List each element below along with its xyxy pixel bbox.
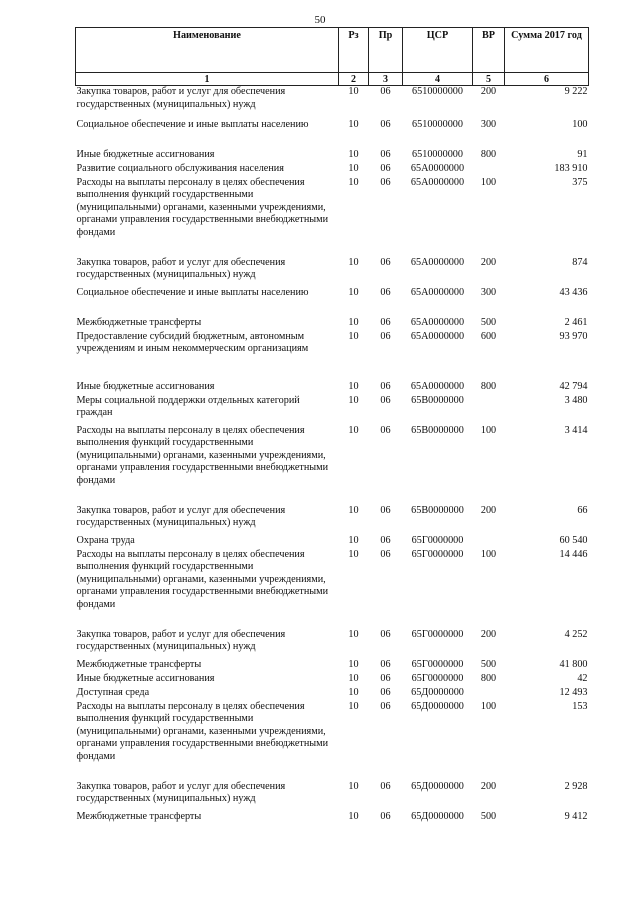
row-name: Расходы на выплаты персоналу в целях обеспечения выполнения функций государственными (муниципальными) органами, казенными учреждениями, органами управления государственными внебюджетными фондами [76,176,329,238]
row-sum: 42 794 [559,380,588,392]
header-name: Наименование [76,28,339,73]
row-sum: 3 414 [564,424,588,436]
row-csr: 65А0000000 [410,316,465,328]
table-row [76,659,589,673]
row-pr: 06 [380,176,391,188]
table-row [76,673,589,687]
table-row [76,549,589,629]
row-sum: 153 [572,700,588,712]
row-rz: 10 [348,672,359,684]
row-rz: 10 [348,628,359,640]
row-sum: 183 910 [554,162,588,174]
row-rz: 10 [348,504,359,516]
table-body [76,86,589,825]
row-rz: 10 [348,148,359,160]
row-vr: 500 [480,810,497,822]
row-csr: 65Д0000000 [411,810,464,822]
row-vr: 100 [480,548,497,560]
header-row [76,28,589,73]
row-name: Закупка товаров, работ и услуг для обеспечения государственных (муниципальных) нужд [76,86,286,110]
row-rz: 10 [348,162,359,174]
row-sum: 100 [572,118,588,130]
row-name: Иные бюджетные ассигнования [76,148,215,160]
row-csr: 6510000000 [412,118,463,130]
row-sum: 4 252 [564,628,588,640]
table-row [76,811,589,825]
row-rz: 10 [348,658,359,670]
row-vr: 300 [480,286,497,298]
row-sum: 9 222 [564,86,588,97]
row-sum: 12 493 [559,686,588,698]
column-number: 3 [369,73,403,86]
row-pr: 06 [380,424,391,436]
table-row [76,331,589,381]
row-csr: 65Г0000000 [411,658,464,670]
budget-table [75,27,589,825]
row-rz: 10 [348,424,359,436]
table-row [76,687,589,701]
row-pr: 06 [380,700,391,712]
column-number: 2 [339,73,369,86]
header-vr: ВР [473,28,505,73]
row-name: Расходы на выплаты персоналу в целях обеспечения выполнения функций государственными (муниципальными) органами, казенными учреждениями, органами управления государственными внебюджетными фондами [76,548,329,610]
row-sum: 93 970 [559,330,588,342]
row-vr [473,395,505,425]
table-row [76,257,589,287]
row-name: Закупка товаров, работ и услуг для обеспечения государственных (муниципальных) нужд [76,780,286,804]
row-name: Расходы на выплаты персоналу в целях обеспечения выполнения функций государственными (муниципальными) органами, казенными учреждениями, органами управления государственными внебюджетными фондами [76,424,329,486]
row-sum: 43 436 [559,286,588,298]
row-vr: 800 [480,672,497,684]
row-rz: 10 [348,86,359,97]
row-csr: 65Д0000000 [411,700,464,712]
row-name: Расходы на выплаты персоналу в целях обеспечения выполнения функций государственными (муниципальными) органами, казенными учреждениями, органами управления государственными внебюджетными фондами [76,700,329,762]
row-csr: 65А0000000 [410,330,465,342]
row-name: Меры социальной поддержки отдельных категорий граждан [76,394,300,418]
row-name: Социальное обеспечение и иные выплаты населению [76,118,309,130]
column-number: 5 [473,73,505,86]
row-rz: 10 [348,380,359,392]
row-vr: 600 [480,330,497,342]
row-vr: 500 [480,658,497,670]
row-vr: 100 [480,176,497,188]
row-sum: 41 800 [559,658,588,670]
row-pr: 06 [380,780,391,792]
row-csr: 65Г0000000 [411,672,464,684]
row-rz: 10 [348,316,359,328]
row-sum: 9 412 [564,810,588,822]
row-sum: 375 [572,176,588,188]
row-pr: 06 [380,118,391,130]
row-vr: 800 [480,148,497,160]
header-rz: Рз [339,28,369,73]
row-name: Социальное обеспечение и иные выплаты населению [76,286,309,298]
table-row [76,381,589,395]
row-rz: 10 [348,700,359,712]
row-csr: 65Г0000000 [411,628,464,640]
row-vr: 200 [480,86,497,97]
row-sum: 2 928 [564,780,588,792]
header-sum: Сумма 2017 год [505,28,589,73]
row-name: Закупка товаров, работ и услуг для обеспечения государственных (муниципальных) нужд [76,504,286,528]
table-row [76,177,589,257]
row-sum: 2 461 [564,316,588,328]
row-sum: 60 540 [559,534,588,546]
row-pr: 06 [380,504,391,516]
row-vr: 200 [480,780,497,792]
row-sum: 91 [577,148,588,160]
row-pr: 06 [380,672,391,684]
row-pr: 06 [380,162,391,174]
row-pr: 06 [380,534,391,546]
table-row [76,701,589,781]
row-rz: 10 [348,534,359,546]
row-sum: 874 [572,256,588,268]
table-row [76,163,589,177]
table-row [76,505,589,535]
row-name: Предоставление субсидий бюджетным, автономным учреждениям и иным некоммерческим организациям [76,330,309,354]
row-name: Иные бюджетные ассигнования [76,672,215,684]
row-name: Иные бюджетные ассигнования [76,380,215,392]
row-vr: 200 [480,504,497,516]
row-name: Межбюджетные трансферты [76,810,202,822]
row-csr: 65А0000000 [410,162,465,174]
row-csr: 65А0000000 [410,286,465,298]
row-csr: 65Д0000000 [411,780,464,792]
row-pr: 06 [380,548,391,560]
table-row [76,781,589,811]
table-row [76,425,589,505]
row-rz: 10 [348,780,359,792]
table-row [76,86,589,119]
row-sum: 3 480 [564,394,588,406]
row-csr: 65В0000000 [411,424,464,436]
row-pr: 06 [380,316,391,328]
row-sum: 42 [577,672,588,684]
row-vr: 100 [480,424,497,436]
row-rz: 10 [348,256,359,268]
table-row [76,317,589,331]
row-csr: 65А0000000 [410,176,465,188]
row-name: Развитие социального обслуживания населения [76,162,284,174]
row-vr [473,687,505,701]
row-rz: 10 [348,686,359,698]
row-rz: 10 [348,176,359,188]
table-row [76,395,589,425]
row-rz: 10 [348,330,359,342]
row-name: Межбюджетные трансферты [76,658,202,670]
column-number: 6 [505,73,589,86]
row-pr: 06 [380,256,391,268]
table-row [76,629,589,659]
row-csr: 6510000000 [412,148,463,160]
row-pr: 06 [380,330,391,342]
column-number-row [76,73,589,86]
row-rz: 10 [348,548,359,560]
row-csr: 65В0000000 [411,504,464,516]
row-pr: 06 [380,686,391,698]
row-vr: 500 [480,316,497,328]
row-sum: 14 446 [559,548,588,560]
row-vr: 800 [480,380,497,392]
row-rz: 10 [348,286,359,298]
row-pr: 06 [380,380,391,392]
row-rz: 10 [348,118,359,130]
row-csr: 65Г0000000 [411,548,464,560]
row-name: Закупка товаров, работ и услуг для обеспечения государственных (муниципальных) нужд [76,628,286,652]
row-csr: 65А0000000 [410,256,465,268]
row-vr: 300 [480,118,497,130]
row-rz: 10 [348,394,359,406]
column-number: 4 [403,73,473,86]
row-name: Закупка товаров, работ и услуг для обеспечения государственных (муниципальных) нужд [76,256,286,280]
row-vr [473,535,505,549]
table-row [76,287,589,317]
row-pr: 06 [380,86,391,97]
page-number: 50 [314,14,326,26]
row-pr: 06 [380,810,391,822]
column-number: 1 [76,73,339,86]
row-pr: 06 [380,148,391,160]
row-vr: 200 [480,256,497,268]
row-csr: 65В0000000 [411,394,464,406]
row-csr: 65Д0000000 [411,686,464,698]
row-pr: 06 [380,628,391,640]
row-vr: 200 [480,628,497,640]
row-sum: 66 [577,504,588,516]
row-pr: 06 [380,658,391,670]
row-vr [473,163,505,177]
header-csr: ЦСР [403,28,473,73]
table-row [76,535,589,549]
row-name: Охрана труда [76,534,135,546]
row-vr: 100 [480,700,497,712]
row-csr: 65А0000000 [410,380,465,392]
table-row [76,149,589,163]
row-pr: 06 [380,394,391,406]
row-name: Доступная среда [76,686,150,698]
row-rz: 10 [348,810,359,822]
table-row [76,119,589,149]
row-name: Межбюджетные трансферты [76,316,202,328]
row-csr: 65Г0000000 [411,534,464,546]
row-pr: 06 [380,286,391,298]
row-csr: 6510000000 [412,86,463,97]
header-pr: Пр [369,28,403,73]
